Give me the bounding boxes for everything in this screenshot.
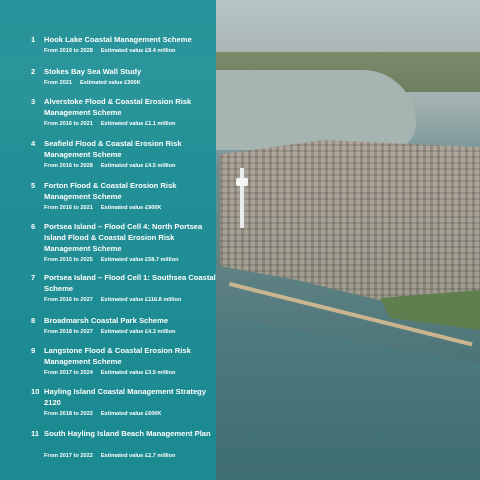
scheme-value: Estimated value £900K [100,205,162,211]
scheme-title: Portsea Island – Flood Cell 1: Southsea Coastal Scheme [44,273,216,293]
harbour-water [216,70,416,150]
scheme-years: From 2017 to 2024 [44,370,93,376]
spinnaker-tower-top [236,178,248,186]
scheme-title: Seafield Flood & Coastal Erosion Risk Management Scheme [44,139,182,159]
scheme-meta [44,79,216,87]
scheme-years: From 2018 to 2027 [44,329,93,335]
scheme-number: 4 [31,139,36,148]
scheme-value: Estimated value £4.5 million [100,163,176,169]
scheme-value: Estimated value £3.5 million [100,370,176,376]
scheme-title: Hook Lake Coastal Management Scheme [44,35,192,44]
scheme-title: Hayling Island Coastal Management Strategy 2120 [44,387,207,407]
scheme-meta [44,204,216,212]
scheme-title: Forton Flood & Coastal Erosion Risk Management Scheme [44,181,177,201]
scheme-value: Estimated value £4.3 million [100,329,176,335]
scheme-number: 5 [31,181,36,190]
scheme-number: 6 [31,222,36,231]
scheme-value: Estimated value £1.1 million [100,121,176,127]
scheme-years: From 2016 to 2027 [44,297,93,303]
scheme-meta [44,328,216,336]
scheme-number: 11 [31,429,40,438]
scheme-number: 8 [31,316,36,325]
scheme-meta [44,162,216,170]
scheme-title: South Hayling Island Beach Management Plan [44,429,211,438]
scheme-years: From 2018 to 2022 [44,411,93,417]
scheme-meta [44,256,216,264]
scheme-title: Portsea Island – Flood Cell 4: North Portsea Island Flood & Coastal Erosion Risk Management Scheme [44,222,203,253]
scheme-title: Langstone Flood & Coastal Erosion Risk Management Scheme [44,346,191,366]
distant-haze [216,0,480,60]
scheme-value: Estimated value £8.4 million [100,48,176,54]
scheme-title: Broadmarsh Coastal Park Scheme [44,316,169,325]
scheme-years: From 2015 to 2025 [44,257,93,263]
scheme-years: From 2016 to 2021 [44,205,93,211]
scheme-years: From 2016 to 2021 [44,121,93,127]
scheme-value: Estimated value £600K [100,411,162,417]
scheme-number: 2 [31,67,36,76]
scheme-title: Stokes Bay Sea Wall Study [44,67,142,76]
scheme-meta [44,47,216,55]
spinnaker-tower [240,168,244,228]
scheme-value: Estimated value £58.7 million [100,257,179,263]
scheme-value: Estimated value £300K [79,80,141,86]
scheme-number: 9 [31,346,36,355]
scheme-years: From 2021 [44,80,72,86]
scheme-meta [44,410,216,418]
scheme-years: From 2016 to 2028 [44,163,93,169]
scheme-value: Estimated value £116.8 million [100,297,182,303]
scheme-years: From 2017 to 2022 [44,453,93,459]
scheme-number: 7 [31,273,36,282]
scheme-number: 3 [31,97,36,106]
scheme-number: 1 [31,35,36,44]
scheme-title: Alverstoke Flood & Coastal Erosion Risk Management Scheme [44,97,192,117]
scheme-meta [44,369,216,377]
scheme-meta [44,120,216,128]
scheme-years: From 2019 to 2028 [44,48,93,54]
schemes-panel [0,0,216,480]
scheme-number: 10 [31,387,40,396]
scheme-meta [44,296,216,304]
scheme-meta [44,452,216,460]
scheme-value: Estimated value £2.7 million [100,453,176,459]
